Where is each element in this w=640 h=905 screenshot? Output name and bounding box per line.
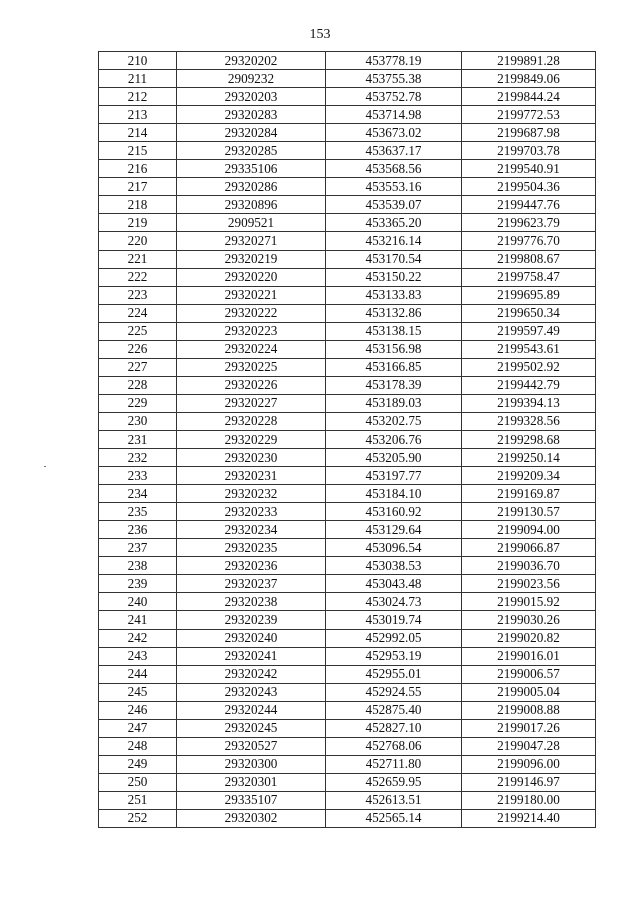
y-coordinate-cell: 2199169.87 [462,485,596,503]
point-id-cell: 29320283 [177,106,326,124]
row-number-cell: 252 [99,809,177,827]
stray-mark [44,466,46,467]
row-number-cell: 246 [99,701,177,719]
table-row [99,557,596,575]
table-row [99,485,596,503]
point-id-cell: 2909232 [177,70,326,88]
row-number-cell: 230 [99,412,177,430]
row-number-cell: 244 [99,665,177,683]
y-coordinate-cell: 2199006.57 [462,665,596,683]
table-row [99,719,596,737]
x-coordinate-cell: 453778.19 [326,52,462,70]
table-row [99,70,596,88]
row-number-cell: 213 [99,106,177,124]
y-coordinate-cell: 2199209.34 [462,467,596,485]
row-number-cell: 248 [99,737,177,755]
x-coordinate-cell: 453132.86 [326,304,462,322]
y-coordinate-cell: 2199096.00 [462,755,596,773]
point-id-cell: 29320239 [177,611,326,629]
x-coordinate-cell: 453568.56 [326,160,462,178]
y-coordinate-cell: 2199776.70 [462,232,596,250]
point-id-cell: 29320234 [177,521,326,539]
y-coordinate-cell: 2199023.56 [462,575,596,593]
y-coordinate-cell: 2199328.56 [462,412,596,430]
point-id-cell: 29320236 [177,557,326,575]
table-row [99,88,596,106]
row-number-cell: 227 [99,358,177,376]
x-coordinate-cell: 453637.17 [326,142,462,160]
table-row [99,575,596,593]
table-row [99,737,596,755]
table-row [99,665,596,683]
row-number-cell: 231 [99,430,177,448]
row-number-cell: 242 [99,629,177,647]
y-coordinate-cell: 2199540.91 [462,160,596,178]
row-number-cell: 218 [99,196,177,214]
table-row [99,340,596,358]
y-coordinate-cell: 2199650.34 [462,304,596,322]
y-coordinate-cell: 2199008.88 [462,701,596,719]
x-coordinate-cell: 452565.14 [326,809,462,827]
x-coordinate-cell: 452955.01 [326,665,462,683]
point-id-cell: 29320228 [177,412,326,430]
row-number-cell: 238 [99,557,177,575]
row-number-cell: 210 [99,52,177,70]
row-number-cell: 222 [99,268,177,286]
table-row [99,773,596,791]
y-coordinate-cell: 2199214.40 [462,809,596,827]
row-number-cell: 243 [99,647,177,665]
y-coordinate-cell: 2199703.78 [462,142,596,160]
row-number-cell: 226 [99,340,177,358]
row-number-cell: 241 [99,611,177,629]
point-id-cell: 29320225 [177,358,326,376]
point-id-cell: 29320285 [177,142,326,160]
x-coordinate-cell: 453365.20 [326,214,462,232]
y-coordinate-cell: 2199687.98 [462,124,596,142]
table-row [99,394,596,412]
row-number-cell: 220 [99,232,177,250]
table-row [99,232,596,250]
x-coordinate-cell: 453755.38 [326,70,462,88]
point-id-cell: 29320229 [177,430,326,448]
x-coordinate-cell: 452953.19 [326,647,462,665]
table-row [99,250,596,268]
point-id-cell: 29320284 [177,124,326,142]
row-number-cell: 239 [99,575,177,593]
x-coordinate-cell: 453038.53 [326,557,462,575]
y-coordinate-cell: 2199543.61 [462,340,596,358]
y-coordinate-cell: 2199597.49 [462,322,596,340]
coordinates-table [98,51,596,828]
table-row [99,683,596,701]
page-number: 153 [309,27,331,42]
table-row [99,178,596,196]
row-number-cell: 249 [99,755,177,773]
table-row [99,322,596,340]
row-number-cell: 212 [99,88,177,106]
x-coordinate-cell: 453673.02 [326,124,462,142]
y-coordinate-cell: 2199758.47 [462,268,596,286]
x-coordinate-cell: 452992.05 [326,629,462,647]
x-coordinate-cell: 453166.85 [326,358,462,376]
point-id-cell: 29320527 [177,737,326,755]
y-coordinate-cell: 2199017.26 [462,719,596,737]
point-id-cell: 29320230 [177,449,326,467]
row-number-cell: 225 [99,322,177,340]
table-row [99,412,596,430]
point-id-cell: 29320227 [177,394,326,412]
point-id-cell: 29320244 [177,701,326,719]
x-coordinate-cell: 453138.15 [326,322,462,340]
table-row [99,286,596,304]
x-coordinate-cell: 453197.77 [326,467,462,485]
table-row [99,142,596,160]
point-id-cell: 29320238 [177,593,326,611]
row-number-cell: 234 [99,485,177,503]
row-number-cell: 229 [99,394,177,412]
x-coordinate-cell: 453024.73 [326,593,462,611]
x-coordinate-cell: 453216.14 [326,232,462,250]
y-coordinate-cell: 2199298.68 [462,430,596,448]
point-id-cell: 29320242 [177,665,326,683]
x-coordinate-cell: 453043.48 [326,575,462,593]
x-coordinate-cell: 453184.10 [326,485,462,503]
point-id-cell: 29320245 [177,719,326,737]
x-coordinate-cell: 453205.90 [326,449,462,467]
table-row [99,196,596,214]
point-id-cell: 29320203 [177,88,326,106]
row-number-cell: 211 [99,70,177,88]
y-coordinate-cell: 2199066.87 [462,539,596,557]
table-row [99,809,596,827]
row-number-cell: 217 [99,178,177,196]
point-id-cell: 29320237 [177,575,326,593]
y-coordinate-cell: 2199180.00 [462,791,596,809]
point-id-cell: 29320302 [177,809,326,827]
point-id-cell: 29320226 [177,376,326,394]
x-coordinate-cell: 452875.40 [326,701,462,719]
y-coordinate-cell: 2199772.53 [462,106,596,124]
y-coordinate-cell: 2199504.36 [462,178,596,196]
y-coordinate-cell: 2199030.26 [462,611,596,629]
y-coordinate-cell: 2199447.76 [462,196,596,214]
coordinates-table-body [99,52,596,828]
y-coordinate-cell: 2199146.97 [462,773,596,791]
row-number-cell: 223 [99,286,177,304]
y-coordinate-cell: 2199015.92 [462,593,596,611]
point-id-cell: 29320223 [177,322,326,340]
point-id-cell: 29320202 [177,52,326,70]
row-number-cell: 219 [99,214,177,232]
x-coordinate-cell: 453150.22 [326,268,462,286]
table-row [99,647,596,665]
row-number-cell: 250 [99,773,177,791]
point-id-cell: 29320271 [177,232,326,250]
y-coordinate-cell: 2199844.24 [462,88,596,106]
point-id-cell: 29320220 [177,268,326,286]
y-coordinate-cell: 2199808.67 [462,250,596,268]
x-coordinate-cell: 452924.55 [326,683,462,701]
table-row [99,124,596,142]
y-coordinate-cell: 2199891.28 [462,52,596,70]
x-coordinate-cell: 453189.03 [326,394,462,412]
point-id-cell: 29320222 [177,304,326,322]
x-coordinate-cell: 452711.80 [326,755,462,773]
point-id-cell: 2909521 [177,214,326,232]
x-coordinate-cell: 453019.74 [326,611,462,629]
x-coordinate-cell: 453133.83 [326,286,462,304]
table-row [99,376,596,394]
y-coordinate-cell: 2199130.57 [462,503,596,521]
row-number-cell: 237 [99,539,177,557]
table-row [99,701,596,719]
y-coordinate-cell: 2199394.13 [462,394,596,412]
table-row [99,268,596,286]
x-coordinate-cell: 453178.39 [326,376,462,394]
point-id-cell: 29320231 [177,467,326,485]
y-coordinate-cell: 2199250.14 [462,449,596,467]
table-row [99,755,596,773]
row-number-cell: 233 [99,467,177,485]
row-number-cell: 247 [99,719,177,737]
point-id-cell: 29320224 [177,340,326,358]
table-row [99,106,596,124]
point-id-cell: 29320219 [177,250,326,268]
x-coordinate-cell: 453752.78 [326,88,462,106]
table-row [99,521,596,539]
y-coordinate-cell: 2199020.82 [462,629,596,647]
row-number-cell: 251 [99,791,177,809]
point-id-cell: 29335107 [177,791,326,809]
y-coordinate-cell: 2199005.04 [462,683,596,701]
row-number-cell: 232 [99,449,177,467]
row-number-cell: 240 [99,593,177,611]
x-coordinate-cell: 453156.98 [326,340,462,358]
x-coordinate-cell: 453202.75 [326,412,462,430]
table-row [99,629,596,647]
point-id-cell: 29320301 [177,773,326,791]
table-row [99,430,596,448]
y-coordinate-cell: 2199695.89 [462,286,596,304]
x-coordinate-cell: 453714.98 [326,106,462,124]
row-number-cell: 245 [99,683,177,701]
table-row [99,358,596,376]
point-id-cell: 29320233 [177,503,326,521]
x-coordinate-cell: 453539.07 [326,196,462,214]
y-coordinate-cell: 2199094.00 [462,521,596,539]
point-id-cell: 29320286 [177,178,326,196]
table-row [99,467,596,485]
x-coordinate-cell: 452613.51 [326,791,462,809]
row-number-cell: 235 [99,503,177,521]
x-coordinate-cell: 452768.06 [326,737,462,755]
y-coordinate-cell: 2199036.70 [462,557,596,575]
x-coordinate-cell: 453129.64 [326,521,462,539]
table-row [99,304,596,322]
row-number-cell: 228 [99,376,177,394]
table-row [99,160,596,178]
table-row [99,539,596,557]
point-id-cell: 29320241 [177,647,326,665]
y-coordinate-cell: 2199502.92 [462,358,596,376]
point-id-cell: 29320221 [177,286,326,304]
table-row [99,449,596,467]
y-coordinate-cell: 2199849.06 [462,70,596,88]
x-coordinate-cell: 453553.16 [326,178,462,196]
y-coordinate-cell: 2199442.79 [462,376,596,394]
table-row [99,214,596,232]
point-id-cell: 29320896 [177,196,326,214]
y-coordinate-cell: 2199016.01 [462,647,596,665]
table-row [99,611,596,629]
table-row [99,52,596,70]
point-id-cell: 29335106 [177,160,326,178]
point-id-cell: 29320235 [177,539,326,557]
point-id-cell: 29320300 [177,755,326,773]
row-number-cell: 215 [99,142,177,160]
table-row [99,593,596,611]
x-coordinate-cell: 452659.95 [326,773,462,791]
row-number-cell: 214 [99,124,177,142]
x-coordinate-cell: 453160.92 [326,503,462,521]
x-coordinate-cell: 453206.76 [326,430,462,448]
y-coordinate-cell: 2199047.28 [462,737,596,755]
point-id-cell: 29320243 [177,683,326,701]
x-coordinate-cell: 453096.54 [326,539,462,557]
row-number-cell: 224 [99,304,177,322]
point-id-cell: 29320232 [177,485,326,503]
y-coordinate-cell: 2199623.79 [462,214,596,232]
table-row [99,503,596,521]
x-coordinate-cell: 453170.54 [326,250,462,268]
x-coordinate-cell: 452827.10 [326,719,462,737]
row-number-cell: 216 [99,160,177,178]
row-number-cell: 221 [99,250,177,268]
point-id-cell: 29320240 [177,629,326,647]
row-number-cell: 236 [99,521,177,539]
table-row [99,791,596,809]
